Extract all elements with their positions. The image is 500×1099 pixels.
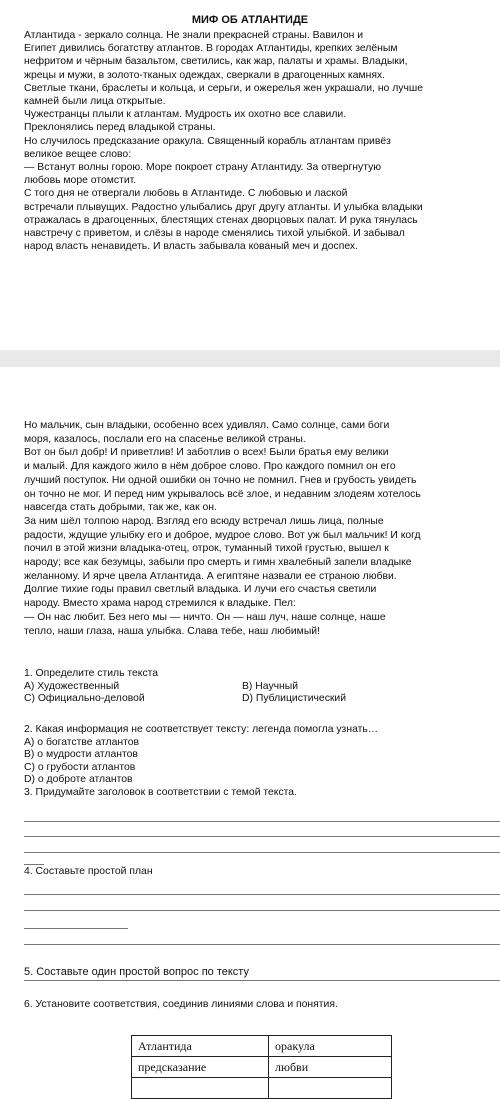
text-line: Атлантида - зеркало солнца. Не знали прекрасней страны. Вавилон и — [24, 30, 364, 41]
text-line: За ним шёл толпою народ. Взгляд его всюду встречал лишь лица, полные — [24, 515, 384, 527]
text-line: камней были лица открытые. — [24, 96, 166, 108]
q2-option: С) о грубости атлантов — [24, 761, 136, 773]
question-1 — [24, 668, 346, 706]
text-line: навсегда стать добрыми, так же, как он. — [24, 502, 217, 514]
table-cell: предсказание — [132, 1057, 269, 1078]
text-line: радости, ждущие улыбку его и доброе, мудрое слово. Вот уж был мальчик! И когд — [24, 529, 421, 541]
table-cell — [132, 1078, 269, 1099]
answer-line[interactable] — [24, 910, 500, 911]
table-row — [132, 1057, 392, 1078]
page-separator — [0, 350, 500, 367]
table-cell: любви — [269, 1057, 392, 1078]
text-line: любовь море отомстит. — [24, 175, 137, 187]
text-line: народ власть ненавидеть. И власть забывала кованый меч и доспех. — [24, 241, 358, 253]
text-line: нефритом и чёрным базальтом, светились, как жар, палаты и храмы. Владыки, — [24, 56, 408, 68]
answer-line[interactable] — [24, 821, 500, 822]
answer-line[interactable] — [24, 894, 500, 895]
text-line: желанному. И ярче цвела Атлантида. А египтяне назвали ее страною любви. — [24, 570, 397, 582]
question-2-text: 2. Какая информация не соответствует тексту: легенда помогла узнать… — [24, 724, 379, 735]
text-line: Но случилось предсказание оракула. Священный корабль атлантам привёз — [24, 135, 391, 147]
option-a: А) Художественный — [24, 680, 120, 692]
table-cell: оракула — [269, 1036, 392, 1057]
answer-line[interactable] — [24, 852, 500, 853]
text-line: народу. Вместо храма народ стремился к владыке. Пел: — [24, 598, 296, 610]
q2-option: В) о мудрости атлантов — [24, 749, 138, 760]
text-line: тепло, наши глаза, наша улыбка. Слава тебе, наш любимый! — [24, 625, 320, 637]
question-2 — [24, 724, 378, 799]
text-line: Вот он был добр! И приветлив! И заботлив о всех! Были братья ему велики — [24, 447, 389, 459]
answer-line[interactable] — [24, 836, 500, 837]
text-line: жрецы и мужи, в золото-тканых одеждах, сверкали в драгоценных камнях. — [24, 69, 386, 81]
q2-option: А) о богатстве атлантов — [24, 736, 140, 748]
text-line: навстречу с приветом, и слёзы в народе сменялись тихой улыбкой. И забывал — [24, 228, 405, 240]
story-part-2 — [24, 419, 500, 638]
text-line: встречали плывущих. Радостно улыбались друг другу атланты. И улыбка владыки — [24, 201, 423, 213]
question-1-text: 1. Определите стиль текста — [24, 668, 159, 679]
text-line: — Встанут волны горою. Море покроет страну Атлантиду. За отвергнутую — [24, 162, 382, 174]
text-line: Но мальчик, сын владыки, особенно всех удивлял. Само солнце, сами боги — [24, 420, 390, 431]
q2-option: D) о доброте атлантов — [24, 774, 133, 785]
text-line: почил в этой жизни владыка-отец, отрок, туманный тихой грустью, вышел к — [24, 543, 389, 555]
text-line: Светлые ткани, браслеты и кольца, и серьги, и ожерелья жен украшали, но лучше — [24, 82, 424, 94]
table-row — [132, 1078, 392, 1099]
text-line: и малый. Для каждого жило в нём доброе слово. Про каждого помнил он его — [24, 461, 396, 473]
text-line: отражалась в драгоценных, блестящих стенах дворцовых палат. И рука тянулась — [24, 214, 418, 226]
question-3-text: 3. Придумайте заголовок в соответствии с темой текста. — [24, 786, 297, 798]
answer-line[interactable] — [24, 980, 500, 981]
answer-line[interactable] — [24, 864, 44, 865]
question-5-text: 5. Составьте один простой вопрос по тексту — [24, 966, 249, 978]
answer-line[interactable] — [24, 928, 128, 929]
option-b: В) Научный — [242, 680, 299, 692]
text-line: Долгие тихие годы правил светлый владыка. И лучи его счастья светили — [24, 584, 377, 596]
text-line: — Он нас любит. Без него мы — ничто. Он — наш луч, наше солнце, наше — [24, 611, 386, 623]
story-part-1 — [24, 29, 500, 253]
table-cell: Атлантида — [132, 1036, 269, 1057]
text-line: великое вещее слово: — [24, 148, 132, 160]
text-line: Чужестранцы плыли к атлантам. Мудрость их охотно все славили. — [24, 109, 347, 121]
document-title: МИФ ОБ АТЛАНТИДЕ — [191, 14, 309, 26]
question-6-text: 6. Установите соответствия, соединив линиями слова и понятия. — [24, 999, 338, 1010]
text-line: он точно не мог. И перед ним укрывалось всё злое, и недавним злодеям хотелось — [24, 488, 421, 500]
text-line: Египет дивились богатству атлантов. В городах Атлантиды, крепких зелёным — [24, 43, 398, 55]
text-line: С того дня не отвергали любовь в Атлантиде. С любовью и лаской — [24, 188, 348, 200]
text-line: народу; все как безумцы, забыли про смерть и гимн хвалебный запели владыке — [24, 557, 412, 569]
question-4-text: 4. Составьте простой план — [24, 866, 153, 877]
page-top — [0, 0, 500, 350]
option-d: D) Публицистический — [242, 693, 347, 704]
text-line: моря, казалось, послали его на спасенье великой страны. — [24, 433, 306, 445]
table-row — [132, 1036, 392, 1057]
table-cell — [269, 1078, 392, 1099]
text-line: лучший поступок. Ни одной ошибки он точно не помнил. Гнев и грубость увидеть — [24, 474, 417, 486]
matching-table — [131, 1035, 392, 1099]
answer-line[interactable] — [24, 944, 500, 945]
text-line: Преклонялись перед владыкой страны. — [24, 122, 216, 134]
option-c: С) Официально-деловой — [24, 693, 145, 704]
